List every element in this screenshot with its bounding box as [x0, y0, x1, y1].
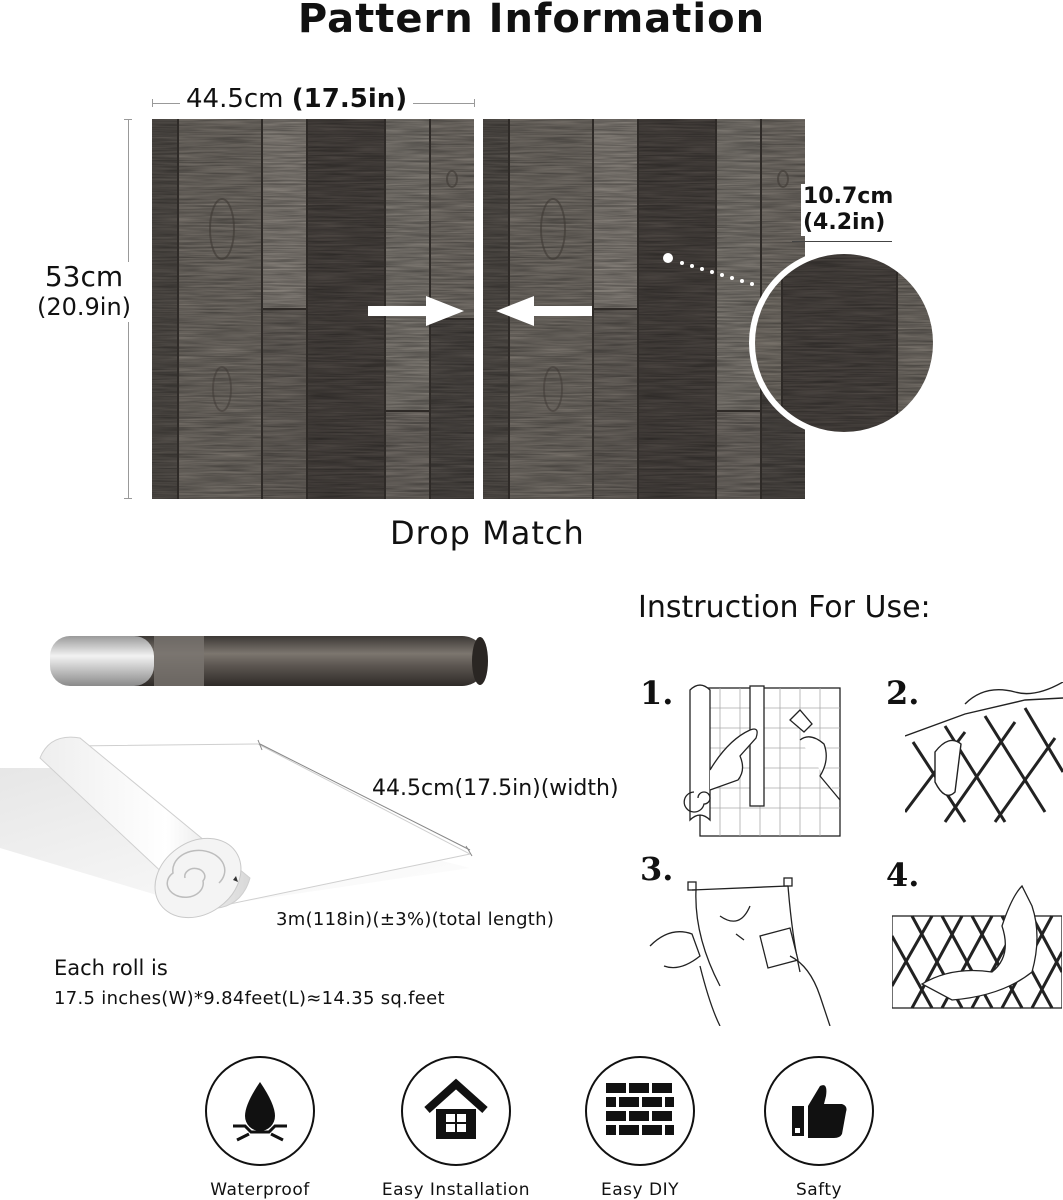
feature-waterproof-badge: [205, 1056, 315, 1166]
feature-easy-diy-label: Easy DIY: [601, 1180, 679, 1200]
height-dimension-tick-top: [124, 119, 132, 120]
feature-waterproof: [195, 1056, 325, 1200]
height-in: (20.9in): [36, 293, 132, 321]
width-cm: 44.5cm: [186, 84, 284, 114]
feature-waterproof-label: Waterproof: [210, 1180, 310, 1200]
step-1-illustration: [680, 680, 850, 840]
roll-width-label: 44.5cm(17.5in)(width): [372, 776, 619, 801]
feature-easy-diy-badge: [585, 1056, 695, 1166]
roll-length-label: 3m(118in)(±3%)(total length): [276, 909, 555, 930]
zoom-dimension-line: [792, 241, 892, 242]
width-in: (17.5in): [291, 84, 408, 114]
feature-easy-installation-badge: [401, 1056, 511, 1166]
feature-safty: [754, 1056, 884, 1200]
unrolled-wallpaper-diagram: [0, 728, 500, 928]
instructions-title: Instruction For Use:: [638, 590, 931, 625]
step-2-number: 2.: [886, 674, 920, 712]
feature-easy-installation-label: Easy Installation: [381, 1180, 531, 1200]
house-icon: [421, 1076, 491, 1146]
width-dimension-tick-left: [152, 99, 153, 107]
zoom-detail-circle: [744, 243, 944, 443]
step-2-illustration: [905, 682, 1063, 832]
zoom-cm: 10.7cm: [803, 184, 894, 209]
zoom-in: (4.2in): [803, 210, 886, 235]
rolled-wallpaper-image: [44, 632, 494, 692]
feature-easy-installation: [376, 1056, 536, 1200]
step-3-number: 3.: [640, 850, 674, 888]
width-dimension-label: [180, 84, 413, 114]
height-dimension-label: [22, 262, 146, 322]
zoom-dimension-label: [801, 184, 895, 236]
page-title: Pattern Information: [297, 0, 766, 42]
drop-match-label: Drop Match: [390, 514, 585, 552]
thumbs-up-icon: [784, 1076, 854, 1146]
height-dimension-tick-bottom: [124, 498, 132, 499]
arrow-right-icon: [368, 296, 464, 326]
arrow-left-icon: [496, 296, 592, 326]
feature-easy-diy: [575, 1056, 705, 1200]
step-3-illustration: [640, 876, 850, 1026]
brick-wall-icon: [604, 1081, 676, 1141]
step-4-illustration: [892, 876, 1062, 1012]
feature-safty-label: Safty: [795, 1180, 843, 1200]
height-cm: 53cm: [44, 260, 124, 293]
each-roll-spec: 17.5 inches(W)*9.84feet(L)≈14.35 sq.feet: [54, 988, 445, 1009]
width-dimension-tick-right: [474, 99, 475, 107]
step-1-number: 1.: [640, 674, 674, 712]
feature-safty-badge: [764, 1056, 874, 1166]
each-roll-title: Each roll is: [54, 956, 168, 980]
step-4-number: 4.: [886, 856, 920, 894]
water-drop-icon: [225, 1076, 295, 1146]
